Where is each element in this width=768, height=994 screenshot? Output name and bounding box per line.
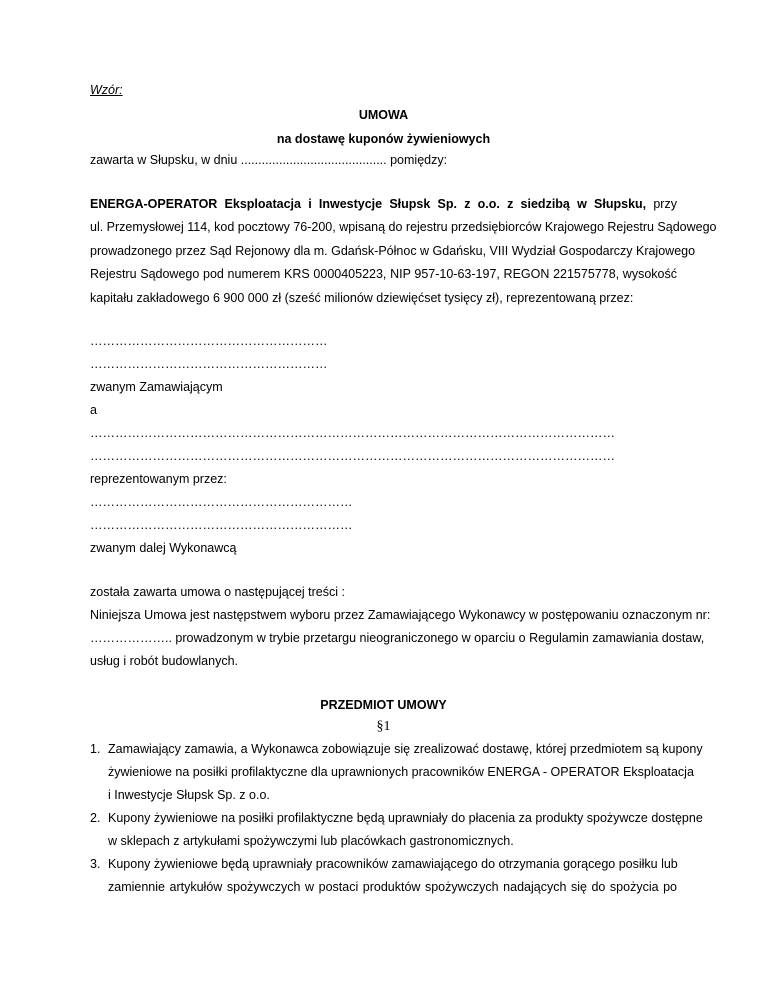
list-item-number: 2. bbox=[90, 811, 101, 825]
list-item-line: i Inwestycje Słupsk Sp. z o.o. bbox=[108, 788, 270, 802]
list-item-number: 1. bbox=[90, 742, 101, 756]
intro-line: usług i robót budowlanych. bbox=[90, 654, 239, 668]
party1-rep-dots: ………………………………………………… bbox=[90, 334, 328, 348]
party1-line: Rejestru Sądowego pod numerem KRS 0000405223, NIP 957-10-63-197, REGON 221575778, wysokość bbox=[90, 267, 677, 281]
document-subtitle: na dostawę kuponów żywieniowych bbox=[276, 132, 491, 146]
document-title: UMOWA bbox=[358, 108, 409, 122]
conjunction: a bbox=[90, 403, 97, 417]
party1-name: ENERGA-OPERATOR Eksploatacja i Inwestycje Słupsk Sp. z o.o. z siedzibą w Słupsku, bbox=[90, 197, 647, 211]
party2-rep-label: reprezentowanym przez: bbox=[90, 472, 227, 486]
list-item-line: Kupony żywieniowe będą uprawniały pracowników zamawiającego do otrzymania gorącego posiłku lub bbox=[108, 857, 678, 871]
intro-line: ……………….. prowadzonym w trybie przetargu nieograniczonego w oparciu o Regulamin zamawiania dostaw, bbox=[90, 631, 705, 645]
section-title: PRZEDMIOT UMOWY bbox=[320, 698, 447, 712]
party2-rep-dots: ……………………………………………………… bbox=[90, 518, 353, 532]
date-line: zawarta w Słupsku, w dniu .......................................... pomiędzy: bbox=[90, 153, 448, 167]
party2-dots: ……………………………………………………………………………………………………………… bbox=[90, 426, 615, 440]
party1-called: zwanym Zamawiającym bbox=[90, 380, 223, 394]
list-item-number: 3. bbox=[90, 857, 101, 871]
party2-rep-dots: ……………………………………………………… bbox=[90, 495, 353, 509]
list-item-line: żywieniowe na posiłki profilaktyczne dla uprawnionych pracowników ENERGA - OPERATOR Eksploatacja bbox=[108, 765, 694, 779]
template-label: Wzór: bbox=[90, 83, 123, 97]
intro-line: Niniejsza Umowa jest następstwem wyboru przez Zamawiającego Wykonawcy w postępowaniu oznaczonym nr: bbox=[90, 608, 711, 622]
party1-name-tail: przy bbox=[653, 197, 677, 211]
intro-line: została zawarta umowa o następującej treści : bbox=[90, 585, 345, 599]
paragraph-sign: §1 bbox=[376, 719, 391, 734]
party1-rep-dots: ………………………………………………… bbox=[90, 357, 328, 371]
list-item-line: w sklepach z artykułami spożywczymi lub placówkach gastronomicznych. bbox=[108, 834, 514, 848]
list-item-line: Kupony żywieniowe na posiłki profilaktyczne będą uprawniały do płacenia za produkty spożywcze dostępne bbox=[108, 811, 703, 825]
party1-line: prowadzonego przez Sąd Rejonowy dla m. Gdańsk-Północ w Gdańsku, VIII Wydział Gospodarczy Krajowego bbox=[90, 244, 696, 258]
list-item-line: Zamawiający zamawia, a Wykonawca zobowiązuje się zrealizować dostawę, której przedmiotem są kupony bbox=[108, 742, 703, 756]
party2-called: zwanym dalej Wykonawcą bbox=[90, 541, 237, 555]
party1-line: kapitału zakładowego 6 900 000 zł (sześć milionów dziewięćset tysięcy zł), reprezentowaną przez: bbox=[90, 291, 634, 305]
party1-line: ul. Przemysłowej 114, kod pocztowy 76-200, wpisaną do rejestru przedsiębiorców Krajowego Rejestru Sądowego bbox=[90, 220, 717, 234]
list-item-line: zamiennie artykułów spożywczych w postaci produktów spożywczych nadających się do spożycia po bbox=[108, 880, 677, 894]
party1-name-line bbox=[90, 196, 677, 212]
party2-dots: ……………………………………………………………………………………………………………… bbox=[90, 449, 615, 463]
